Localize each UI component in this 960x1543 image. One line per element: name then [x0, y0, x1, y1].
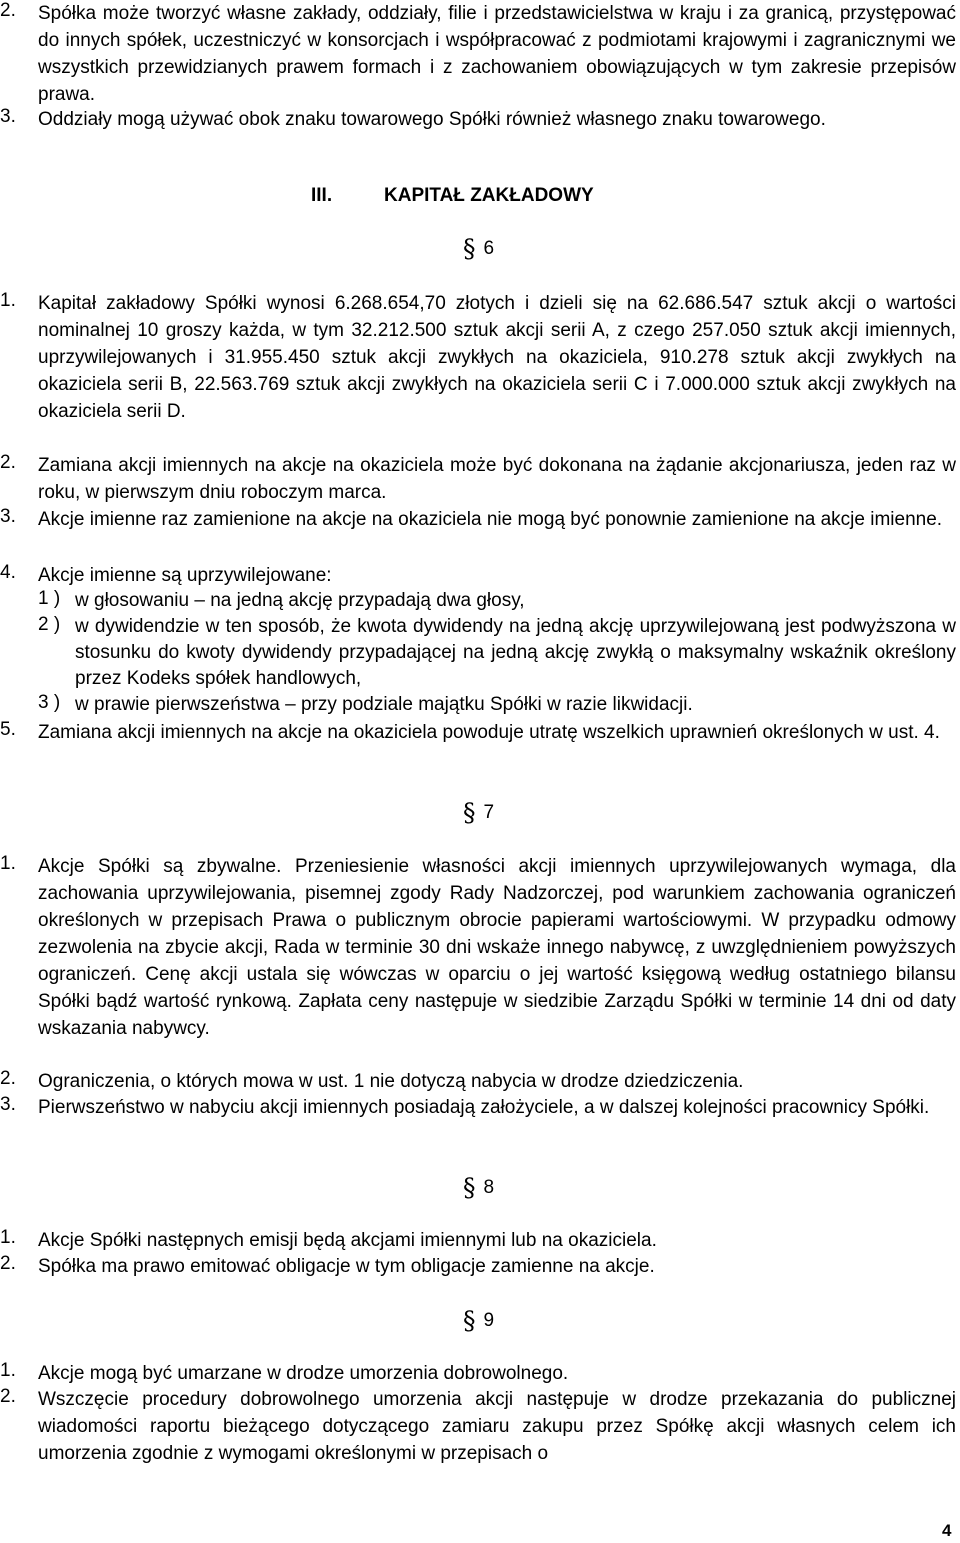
item-number: 1. [0, 1360, 16, 1381]
section-symbol: § [463, 234, 476, 263]
paragraph-number: 2. [0, 0, 16, 21]
paragraph-text: Spółka może tworzyć własne zakłady, oddziały, filie i przedstawicielstwa w kraju i za granicą, przystępować do innych spółek, uczestniczyć w konsorcjach i współpracować z podmiotami krajowymi i zagranicznymi we wszystkich przewidzianych prawem formach i z zachowaniem obowiązujących w tym zakresie przepisów prawa. [38, 3, 956, 105]
item-text: Zamiana akcji imiennych na akcje na okaziciela może być dokonana na żądanie akcjonariusza, jeden raz w roku, w pierwszym dniu roboczym marca. [38, 455, 956, 503]
item-text: Spółka ma prawo emitować obligacje w tym obligacje zamienne na akcje. [38, 1256, 655, 1277]
section-heading-8 [463, 1173, 494, 1202]
section-heading-6 [463, 234, 494, 263]
item-number: 1. [0, 290, 16, 311]
subitem-number: 2 ) [38, 614, 61, 635]
item-number: 2. [0, 452, 16, 473]
item-text: Kapitał zakładowy Spółki wynosi 6.268.654,70 złotych i dzieli się na 62.686.547 sztuk akcji o wartości nominalnej 10 groszy każda, w tym 32.212.500 sztuk akcji serii A, z czego 257.050 sztuk akcji imiennych, uprzywilejowanych i 31.955.450 sztuk akcji zwykłych na okaziciela, 910.278 sztuk akcji zwykłych na okaziciela serii B, 22.563.769 sztuk akcji zwykłych na okaziciela serii C i 7.000.000 sztuk akcji zwykłych na okaziciela serii D. [38, 293, 956, 422]
subitem-text: w prawie pierwszeństwa – przy podziale majątku Spółki w razie likwidacji. [75, 694, 693, 715]
item-number: 2. [0, 1386, 16, 1407]
item-text: Akcje Spółki następnych emisji będą akcjami imiennymi lub na okaziciela. [38, 1230, 657, 1251]
item-text: Akcje imienne są uprzywilejowane: [38, 565, 332, 586]
section-number: 7 [483, 802, 495, 823]
item-text: Akcje mogą być umarzane w drodze umorzenia dobrowolnego. [38, 1363, 569, 1384]
page-number: 4 [942, 1521, 952, 1540]
subitem-number: 3 ) [38, 692, 61, 713]
chapter-title: KAPITAŁ ZAKŁADOWY [384, 185, 594, 206]
item-text: Akcje Spółki są zbywalne. Przeniesienie własności akcji imiennych uprzywilejowanych wymaga, dla zachowania uprzywilejowania, pisemnej zgody Rady Nadzorczej, pod warunkiem zachowania ograniczeń określonych w przepisach Prawa o publicznym obrocie papierami wartościowymi. W przypadku odmowy zezwolenia na zbycie akcji, Rada w terminie 30 dni wskaże innego nabywcę, z uwzględnieniem powyższych ograniczeń. Cenę akcji ustala się wówczas w oparciu o jej wartość księgową według ostatniego bilansu Spółki bądź wartość rynkową. Zapłata ceny następuje w siedzibie Zarządu Spółki w terminie 14 dni od daty wskazania nabywcy. [38, 856, 956, 1039]
item-text: Akcje imienne raz zamienione na akcje na okaziciela nie mogą być ponownie zamienione na akcje imienne. [38, 509, 943, 530]
item-text: Wszczęcie procedury dobrowolnego umorzenia akcji następuje w drodze przekazania do publicznej wiadomości raportu bieżącego dotyczącego zamiaru zakupu przez Spółkę akcji własnych celem ich umorzenia zgodnie z wymogami określonymi w przepisach o [38, 1389, 956, 1464]
subitem-text: w dywidendzie w ten sposób, że kwota dywidendy na jedną akcję uprzywilejowaną jest podwyższona w stosunku do kwoty dywidendy przypadającej na jedną akcję zwykłą o maksymalny wskaźnik określony przez Kodeks spółek handlowych, [75, 616, 956, 689]
item-number: 3. [0, 506, 16, 527]
item-number: 3. [0, 1094, 16, 1115]
item-number: 1. [0, 853, 16, 874]
section-heading-9 [463, 1306, 494, 1335]
item-text: Zamiana akcji imiennych na akcje na okaziciela powoduje utratę wszelkich uprawnień określonych w ust. 4. [38, 722, 940, 743]
item-number: 1. [0, 1227, 16, 1248]
item-text: Ograniczenia, o których mowa w ust. 1 nie dotyczą nabycia w drodze dziedziczenia. [38, 1071, 744, 1092]
section-heading-7 [463, 798, 494, 827]
section-number: 6 [483, 238, 495, 259]
item-number: 5. [0, 719, 16, 740]
paragraph-number: 3. [0, 106, 16, 127]
section-number: 9 [483, 1310, 495, 1331]
item-number: 2. [0, 1068, 16, 1089]
chapter-roman-numeral: III. [311, 185, 333, 206]
subitem-number: 1 ) [38, 588, 61, 609]
item-text: Pierwszeństwo w nabyciu akcji imiennych posiadają założyciele, a w dalszej kolejności pracownicy Spółki. [38, 1097, 930, 1118]
section-symbol: § [463, 798, 476, 827]
section-symbol: § [463, 1173, 476, 1202]
item-number: 4. [0, 562, 16, 583]
paragraph-text: Oddziały mogą używać obok znaku towarowego Spółki również własnego znaku towarowego. [38, 109, 826, 130]
item-number: 2. [0, 1253, 16, 1274]
section-number: 8 [483, 1177, 495, 1198]
subitem-text: w głosowaniu – na jedną akcję przypadają dwa głosy, [75, 590, 525, 611]
section-symbol: § [463, 1306, 476, 1335]
